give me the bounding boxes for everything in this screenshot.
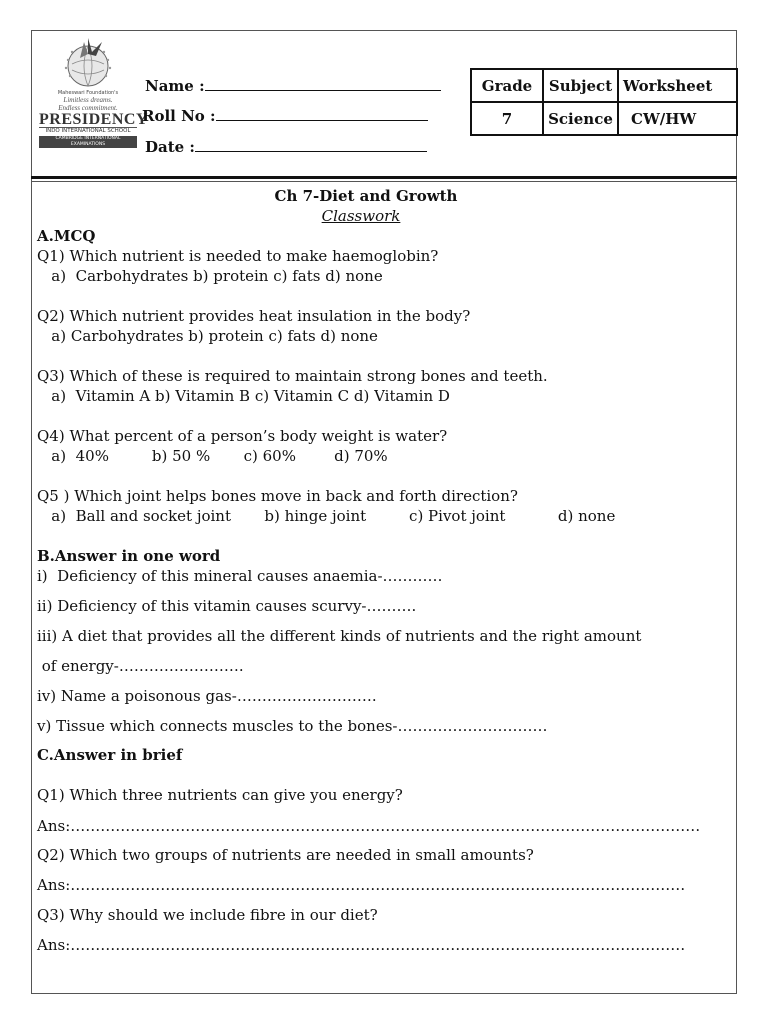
value-grade: 7	[471, 102, 543, 135]
mcq-q5-options: a) Ball and socket joint b) hinge joint c) Pivot joint d) none	[37, 507, 616, 525]
name-blank[interactable]	[205, 76, 441, 91]
globe-star-crest-icon	[58, 34, 118, 90]
brief-q1-answer[interactable]: Ans:………………………………………………………………………………………………………………	[37, 817, 701, 835]
brief-q2: Q2) Which two groups of nutrients are needed in small amounts?	[37, 846, 534, 864]
value-worksheet: CW/HW	[618, 102, 737, 135]
page-title: Ch 7-Diet and Growth	[274, 187, 458, 205]
mcq-q2: Q2) Which nutrient provides heat insulation in the body?	[37, 307, 471, 325]
mcq-q4: Q4) What percent of a person’s body weight is water?	[37, 427, 448, 445]
mcq-q3-options: a) Vitamin A b) Vitamin B c) Vitamin C d) Vitamin D	[37, 387, 450, 405]
mcq-q3: Q3) Which of these is required to maintain strong bones and teeth.	[37, 367, 548, 385]
date-field	[145, 137, 427, 156]
mcq-q2-options: a) Carbohydrates b) protein c) fats d) none	[37, 327, 378, 345]
info-table	[470, 68, 738, 136]
section-a-heading: A.MCQ	[37, 227, 96, 245]
header-divider-thin	[31, 181, 737, 182]
value-subject: Science	[543, 102, 618, 135]
roll-blank[interactable]	[216, 106, 428, 121]
mcq-q1: Q1) Which nutrient is needed to make haemoglobin?	[37, 247, 439, 265]
logo-tagline-1: Limitless dreams.	[63, 96, 113, 104]
school-logo	[39, 34, 149, 147]
one-word-iv: iv) Name a poisonous gas-……………………….	[37, 687, 377, 705]
logo-exam-board: CAMBRIDGE INTERNATIONAL EXAMINATIONS	[39, 136, 137, 148]
logo-school: INDO INTERNATIONAL SCHOOL	[39, 127, 137, 135]
header-grade: Grade	[471, 69, 543, 102]
roll-label: Roll No :	[142, 107, 216, 125]
one-word-iii-cont: of energy-…………………….	[37, 657, 244, 675]
date-blank[interactable]	[195, 137, 427, 152]
section-b-heading: B.Answer in one word	[37, 547, 221, 565]
logo-foundation: Maheswari Foundation's	[57, 90, 119, 96]
name-label: Name :	[145, 77, 205, 95]
brief-q3: Q3) Why should we include fibre in our diet?	[37, 906, 378, 924]
header-divider	[31, 176, 737, 179]
brief-q1: Q1) Which three nutrients can give you energy?	[37, 786, 403, 804]
one-word-v: v) Tissue which connects muscles to the bones-…………………………	[37, 717, 548, 735]
header-worksheet: Worksheet	[618, 69, 737, 102]
logo-tagline-2: Endless commitment.	[58, 104, 118, 112]
logo-brand: PRESIDENCY	[39, 111, 149, 128]
mcq-q5: Q5 ) Which joint helps bones move in back and forth direction?	[37, 487, 518, 505]
mcq-q4-options: a) 40% b) 50 % c) 60% d) 70%	[37, 447, 388, 465]
roll-field	[142, 106, 428, 125]
brief-q2-answer[interactable]: Ans:……………………………………………………………………………………………………………	[37, 876, 686, 894]
one-word-ii: ii) Deficiency of this vitamin causes scurvy-……….	[37, 597, 417, 615]
brief-q3-answer[interactable]: Ans:……………………………………………………………………………………………………………	[37, 936, 686, 954]
one-word-iii: iii) A diet that provides all the different kinds of nutrients and the right amount	[37, 627, 642, 645]
info-value-row	[471, 102, 737, 135]
header-subject: Subject	[543, 69, 618, 102]
date-label: Date :	[145, 138, 195, 156]
mcq-q1-options: a) Carbohydrates b) protein c) fats d) none	[37, 267, 383, 285]
info-header-row	[471, 69, 737, 102]
one-word-i: i) Deficiency of this mineral causes anaemia-…………	[37, 567, 443, 585]
section-c-heading: C.Answer in brief	[37, 746, 183, 764]
name-field	[145, 76, 441, 95]
page-subtitle: Classwork	[321, 207, 401, 225]
